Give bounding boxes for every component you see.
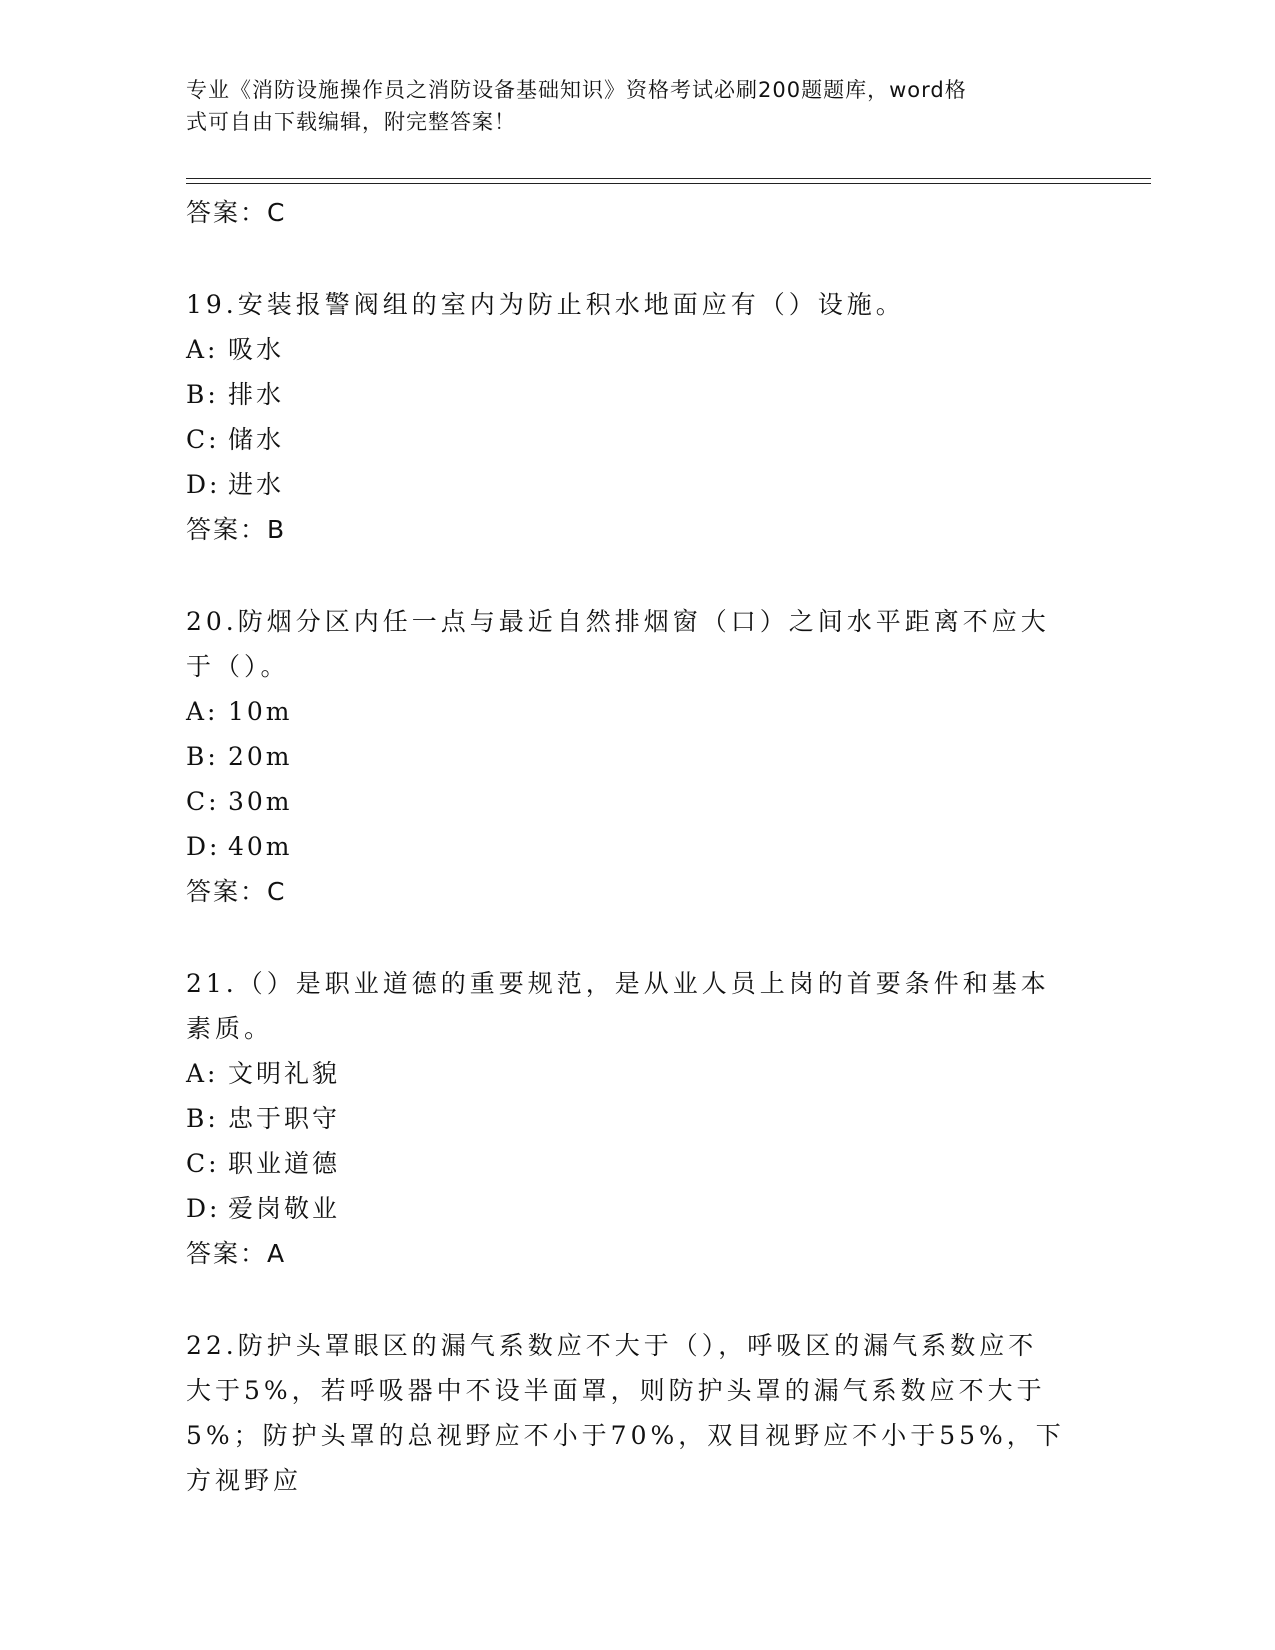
- option-letter: C:: [186, 425, 220, 454]
- option-text: 忠于职守: [228, 1104, 341, 1133]
- option-letter: A:: [186, 697, 219, 726]
- question-stem: 20.防烟分区内任一点与最近自然排烟窗（口）之间水平距离不应大于（）。: [186, 607, 1050, 681]
- option-text: 40m: [228, 832, 293, 861]
- option-text: 爱岗敬业: [228, 1194, 341, 1223]
- answer-line: 答案：B: [186, 515, 287, 544]
- option-text: 排水: [228, 380, 285, 409]
- question-stem: 22.防护头罩眼区的漏气系数应不大于（），呼吸区的漏气系数应不大于5%，若呼吸器中不设半面罩，则防护头罩的漏气系数应不大于5%；防护头罩的总视野应不小于70%，双目视野应不小于55%，下方视野应: [186, 1331, 1065, 1495]
- option-letter: C:: [186, 787, 220, 816]
- header-divider-top: [186, 178, 1151, 179]
- option-text: 30m: [228, 787, 293, 816]
- option-letter: B:: [186, 1104, 219, 1133]
- option-b: [186, 372, 1066, 417]
- option-d: [186, 1186, 1066, 1231]
- question-21: [186, 961, 1066, 1277]
- header-title-line-2: 式可自由下载编辑，附完整答案！: [186, 110, 516, 134]
- question-list: [186, 190, 1066, 1503]
- option-text: 20m: [228, 742, 293, 771]
- option-b: [186, 1096, 1066, 1141]
- option-letter: D:: [186, 470, 221, 499]
- answer-line: 答案：C: [186, 877, 287, 906]
- answer-line: 答案：C: [186, 198, 287, 227]
- option-letter: A:: [186, 1059, 219, 1088]
- option-b: [186, 734, 1066, 779]
- option-letter: A:: [186, 335, 219, 364]
- option-a: [186, 689, 1066, 734]
- option-text: 进水: [228, 470, 285, 499]
- option-a: [186, 1051, 1066, 1096]
- option-text: 吸水: [228, 335, 285, 364]
- option-text: 文明礼貌: [228, 1059, 341, 1088]
- header-title-line-1: 专业《消防设施操作员之消防设备基础知识》资格考试必刷200题题库，word格: [186, 78, 967, 102]
- option-d: [186, 824, 1066, 869]
- option-text: 10m: [228, 697, 293, 726]
- option-letter: B:: [186, 380, 219, 409]
- document-header: [186, 74, 1066, 138]
- option-text: 职业道德: [228, 1149, 341, 1178]
- option-letter: C:: [186, 1149, 220, 1178]
- option-c: [186, 417, 1066, 462]
- answer-line: 答案：A: [186, 1239, 287, 1268]
- question-stem: 21.（）是职业道德的重要规范，是从业人员上岗的首要条件和基本素质。: [186, 969, 1050, 1043]
- header-divider-bottom: [186, 183, 1151, 184]
- option-text: 储水: [228, 425, 285, 454]
- question-22: [186, 1323, 1066, 1503]
- option-d: [186, 462, 1066, 507]
- question-stem: 19.安装报警阀组的室内为防止积水地面应有（）设施。: [186, 290, 905, 319]
- option-letter: D:: [186, 832, 221, 861]
- option-letter: B:: [186, 742, 219, 771]
- option-letter: D:: [186, 1194, 221, 1223]
- option-c: [186, 779, 1066, 824]
- question-19: [186, 282, 1066, 553]
- question-20: [186, 599, 1066, 915]
- option-c: [186, 1141, 1066, 1186]
- option-a: [186, 327, 1066, 372]
